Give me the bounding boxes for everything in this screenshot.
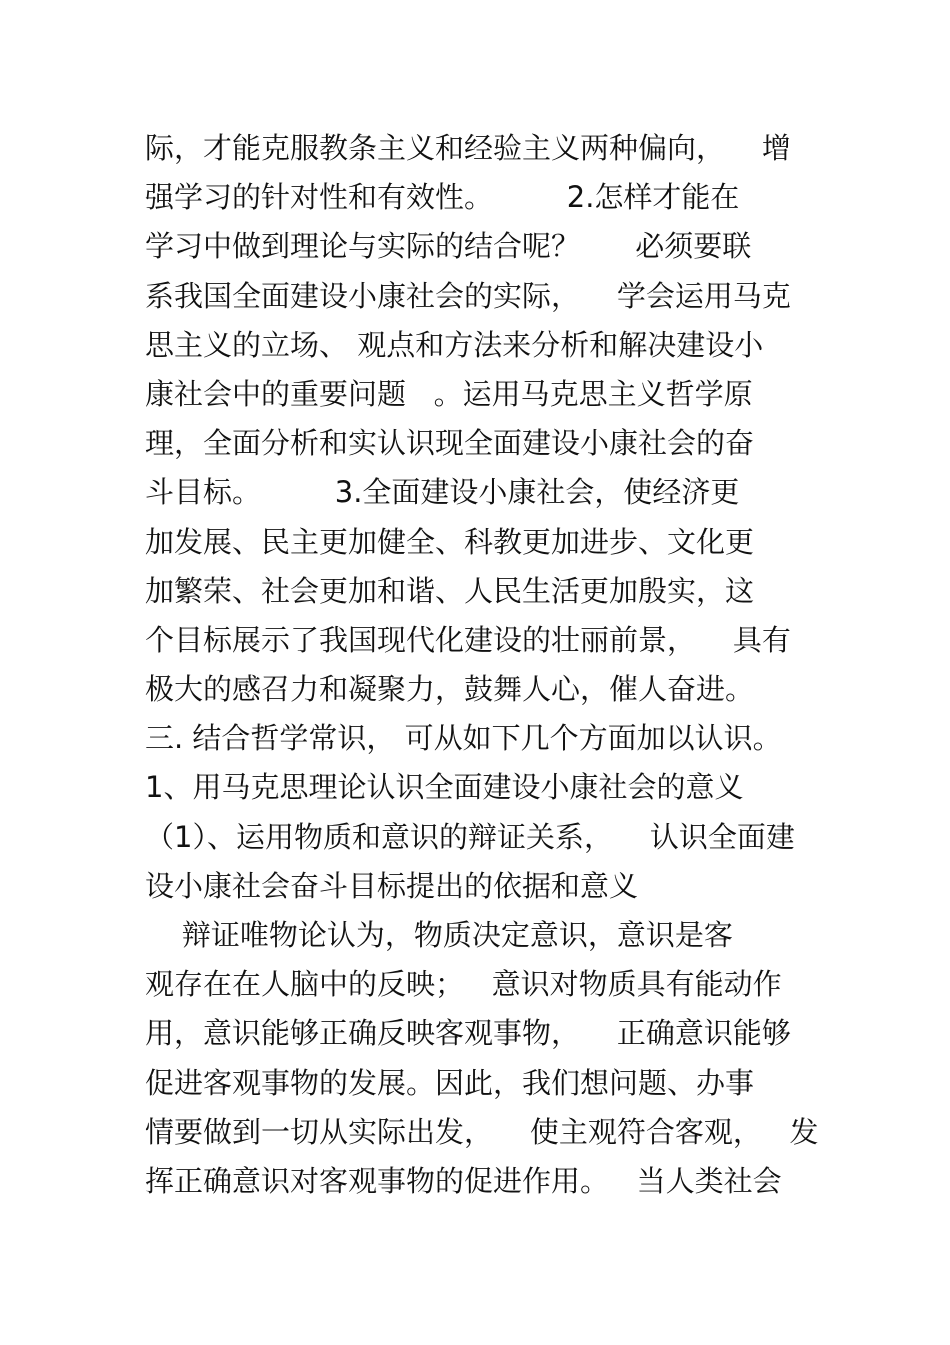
text-line: 康社会中的重要问题 。运用马克思主义哲学原 xyxy=(145,376,753,411)
section-heading: 三. 结合哲学常识， 可从如下几个方面加以认识。 xyxy=(145,721,782,756)
document-body-text xyxy=(145,124,819,1206)
text-line: 思主义的立场、 观点和方法来分析和解决建设小 xyxy=(145,327,764,362)
text-line: 加繁荣、社会更加和谐、人民生活更加殷实，这 xyxy=(145,573,755,608)
text-line: 加发展、民主更加健全、科教更加进步、文化更 xyxy=(145,524,755,559)
text-line: 斗目标。 3.全面建设小康社会，使经济更 xyxy=(145,475,740,510)
text-line: 观存在在人脑中的反映； 意识对物质具有能动作 xyxy=(145,967,782,1002)
text-line: 理，全面分析和实认识现全面建设小康社会的奋 xyxy=(145,426,755,461)
text-line: 极大的感召力和凝聚力，鼓舞人心，催人奋进。 xyxy=(145,672,755,707)
text-line: 促进客观事物的发展。因此，我们想问题、办事 xyxy=(145,1065,755,1100)
text-line: 强学习的针对性和有效性。 2.怎样才能在 xyxy=(145,180,740,215)
text-line: （1）、运用物质和意识的辩证关系， 认识全面建 xyxy=(145,819,795,854)
text-line: 挥正确意识对客观事物的促进作用。 当人类社会 xyxy=(145,1163,782,1198)
text-line: 学习中做到理论与实际的结合呢？ 必须要联 xyxy=(145,229,752,264)
text-line: 用，意识能够正确反映客观事物， 正确意识能够 xyxy=(145,1016,791,1051)
text-line: 个目标展示了我国现代化建设的壮丽前景， 具有 xyxy=(145,622,791,657)
text-line: 际，才能克服教条主义和经验主义两种偏向， 增 xyxy=(145,131,791,165)
subsection-heading: 1、用马克思理论认识全面建设小康社会的意义 xyxy=(145,770,744,805)
paragraph-first-line: 辩证唯物论认为，物质决定意识，意识是客 xyxy=(145,918,733,952)
text-line: 设小康社会奋斗目标提出的依据和意义 xyxy=(145,868,639,903)
text-line: 系我国全面建设小康社会的实际， 学会运用马克 xyxy=(145,278,791,313)
text-line: 情要做到一切从实际出发， 使主观符合客观， 发 xyxy=(145,1114,819,1149)
